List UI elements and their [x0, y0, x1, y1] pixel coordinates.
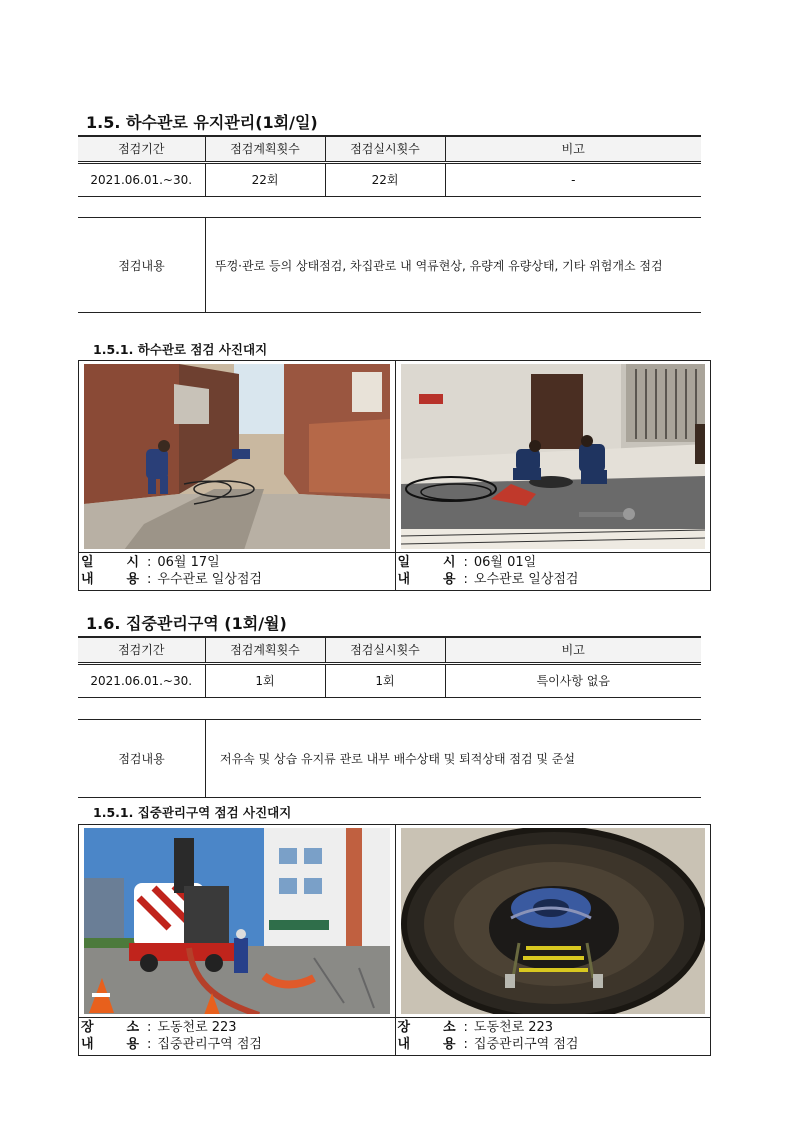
caption-separator: : — [463, 1020, 468, 1035]
caption-separator: : — [147, 572, 152, 587]
focus-zone-photo-grid — [78, 824, 711, 1056]
caption-key-content-2: 용 — [126, 572, 139, 587]
table-row — [78, 663, 701, 697]
section-title-focus-zone: 1.6. 집중관리구역 (1회/월) — [86, 614, 287, 633]
caption-key-date-1: 일 — [397, 555, 411, 570]
caption-key-content-1: 내 — [397, 572, 411, 587]
photo-manhole-interior — [401, 828, 706, 1014]
caption-key-date-2: 시 — [126, 555, 139, 570]
caption-key-location-2: 소 — [126, 1020, 139, 1035]
photo-title-sewer: 1.5.1. 하수관로 점검 사진대지 — [93, 342, 268, 357]
caption-location-value: 도동천로 223 — [157, 1020, 237, 1035]
photo-caption — [396, 1017, 711, 1055]
caption-key-content-2: 용 — [442, 572, 456, 587]
caption-key-date-2: 시 — [442, 555, 456, 570]
caption-key-date-1: 일 — [81, 555, 94, 570]
header-planned-count: 점검계획횟수 — [205, 136, 325, 162]
caption-separator: : — [463, 572, 468, 587]
header-actual-count: 점검실시횟수 — [325, 136, 445, 162]
cell-actual-count: 22회 — [325, 162, 445, 196]
caption-key-location-1: 장 — [397, 1020, 411, 1035]
cell-planned-count: 22회 — [205, 162, 325, 196]
photo-wastewater-manhole — [401, 364, 706, 549]
caption-content-value: 우수관로 일상점검 — [157, 572, 262, 587]
cell-period: 2021.06.01.~30. — [90, 673, 193, 688]
table-row — [78, 162, 701, 196]
caption-key-content-2: 용 — [442, 1037, 456, 1052]
content-label: 점검내용 — [78, 218, 206, 312]
table-header-row — [78, 637, 701, 663]
caption-key-location-1: 장 — [81, 1020, 94, 1035]
header-remarks: 비고 — [445, 637, 701, 663]
cell-actual-count: 1회 — [325, 663, 445, 697]
sewer-inspection-table — [78, 135, 701, 197]
header-period: 점검기간 — [118, 643, 165, 658]
caption-key-location-2: 소 — [442, 1020, 456, 1035]
header-remarks: 비고 — [445, 136, 701, 162]
cell-remarks: - — [445, 162, 701, 196]
section-title-sewer: 1.5. 하수관로 유지관리(1회/일) — [86, 113, 318, 132]
photo-title-focus-zone: 1.5.1. 집중관리구역 점검 사진대지 — [93, 805, 292, 820]
cell-remarks: 특이사항 없음 — [445, 663, 701, 697]
caption-key-content-1: 내 — [81, 1037, 94, 1052]
photo-stormwater-alley — [84, 364, 390, 549]
caption-content-value: 집중관리구역 점검 — [157, 1037, 262, 1052]
caption-content-value: 집중관리구역 점검 — [473, 1037, 579, 1052]
photo-caption — [79, 552, 395, 590]
photo-cell — [79, 825, 395, 1055]
caption-key-content-1: 내 — [397, 1037, 411, 1052]
caption-separator: : — [463, 1037, 468, 1052]
caption-key-content-2: 용 — [126, 1037, 139, 1052]
caption-key-content-1: 내 — [81, 572, 94, 587]
caption-separator: : — [147, 1020, 152, 1035]
photo-caption — [396, 552, 711, 590]
caption-separator: : — [147, 1037, 152, 1052]
cell-period: 2021.06.01.~30. — [90, 172, 193, 187]
focus-zone-inspection-table — [78, 636, 701, 698]
header-period: 점검기간 — [118, 142, 165, 157]
focus-zone-inspection-content — [78, 719, 701, 798]
caption-separator: : — [147, 555, 152, 570]
photo-cell — [395, 825, 711, 1055]
photo-caption — [79, 1017, 395, 1055]
caption-location-value: 도동천로 223 — [473, 1020, 554, 1035]
content-text: 저유속 및 상습 유지류 관로 내부 배수상태 및 퇴적상태 점검 및 준설 — [220, 752, 575, 766]
caption-separator: : — [463, 555, 468, 570]
header-planned-count: 점검계획횟수 — [205, 637, 325, 663]
sewer-photo-grid — [78, 360, 711, 591]
caption-date-value: 06월 17일 — [157, 555, 220, 570]
photo-cell — [395, 361, 711, 590]
content-label: 점검내용 — [78, 720, 206, 797]
content-text: 뚜껑·관로 등의 상태점검, 차집관로 내 역류현상, 유량계 유량상태, 기타 위험개소 점검 — [215, 258, 663, 273]
caption-content-value: 오수관로 일상점검 — [473, 572, 579, 587]
sewer-inspection-content — [78, 217, 701, 313]
photo-vacuum-truck — [84, 828, 390, 1014]
photo-cell — [79, 361, 395, 590]
table-header-row — [78, 136, 701, 162]
caption-date-value: 06월 01일 — [473, 555, 537, 570]
cell-planned-count: 1회 — [205, 663, 325, 697]
header-actual-count: 점검실시횟수 — [325, 637, 445, 663]
